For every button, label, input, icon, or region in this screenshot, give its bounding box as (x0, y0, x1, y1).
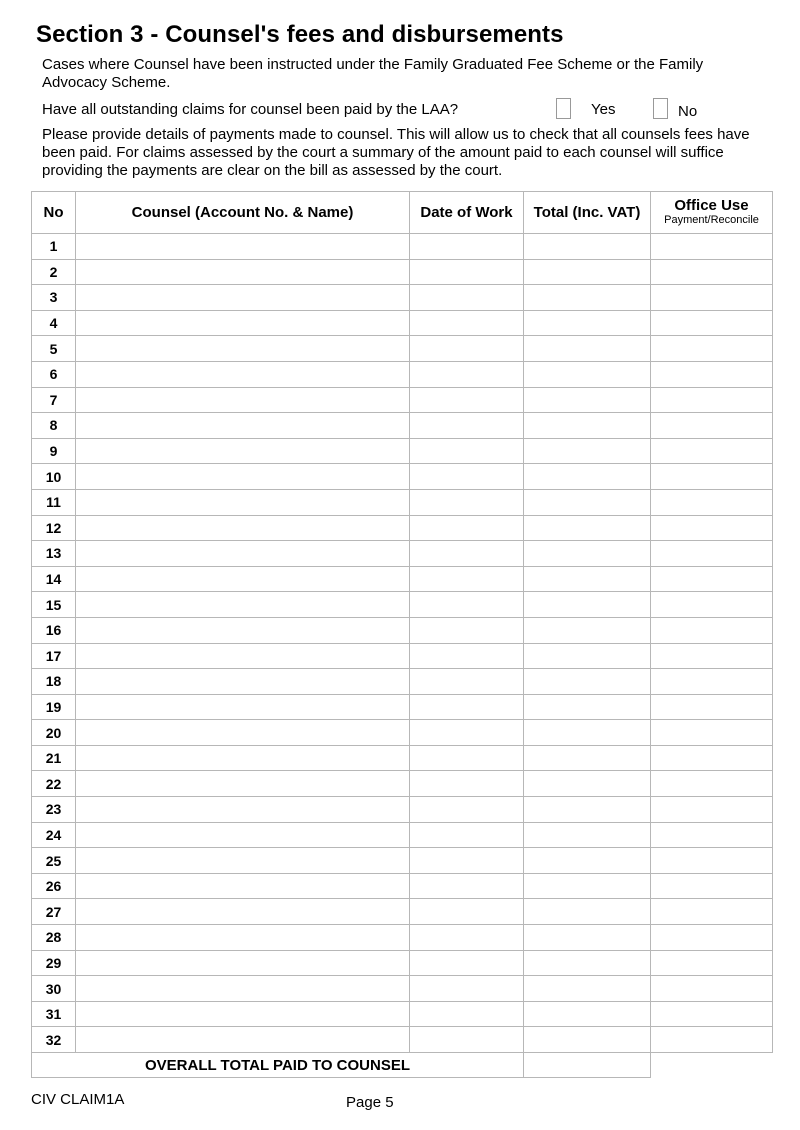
counsel-field[interactable] (76, 438, 410, 464)
total-field[interactable] (524, 489, 651, 515)
table-row (32, 259, 773, 285)
total-field[interactable] (524, 259, 651, 285)
table-row (32, 515, 773, 541)
row-number: 24 (32, 822, 76, 848)
office-use-field[interactable] (651, 873, 773, 899)
row-number: 27 (32, 899, 76, 925)
counsel-field[interactable] (76, 361, 410, 387)
date-of-work-field[interactable] (410, 797, 524, 823)
total-field[interactable] (524, 387, 651, 413)
counsel-field[interactable] (76, 234, 410, 260)
counsel-field[interactable] (76, 541, 410, 567)
row-number: 14 (32, 566, 76, 592)
table-row (32, 694, 773, 720)
date-of-work-field[interactable] (410, 259, 524, 285)
counsel-field[interactable] (76, 259, 410, 285)
total-field[interactable] (524, 541, 651, 567)
total-field[interactable] (524, 797, 651, 823)
office-use-field[interactable] (651, 899, 773, 925)
counsel-field[interactable] (76, 669, 410, 695)
table-row (32, 950, 773, 976)
date-of-work-field[interactable] (410, 234, 524, 260)
total-field[interactable] (524, 464, 651, 490)
counsel-field[interactable] (76, 515, 410, 541)
row-number: 4 (32, 310, 76, 336)
overall-total-label: OVERALL TOTAL PAID TO COUNSEL (32, 1053, 524, 1078)
table-row (32, 797, 773, 823)
counsel-field[interactable] (76, 1027, 410, 1053)
office-use-field[interactable] (651, 669, 773, 695)
date-of-work-field[interactable] (410, 566, 524, 592)
date-of-work-field[interactable] (410, 489, 524, 515)
counsel-field[interactable] (76, 336, 410, 362)
row-number: 18 (32, 669, 76, 695)
total-field[interactable] (524, 976, 651, 1002)
table-row (32, 848, 773, 874)
row-number: 1 (32, 234, 76, 260)
office-use-field[interactable] (651, 1001, 773, 1027)
date-of-work-field[interactable] (410, 592, 524, 618)
date-of-work-field[interactable] (410, 669, 524, 695)
counsel-field[interactable] (76, 873, 410, 899)
row-number: 11 (32, 489, 76, 515)
counsel-field[interactable] (76, 797, 410, 823)
counsel-field[interactable] (76, 720, 410, 746)
table-row (32, 285, 773, 311)
total-field[interactable] (524, 285, 651, 311)
counsel-field[interactable] (76, 464, 410, 490)
counsel-field[interactable] (76, 848, 410, 874)
table-header-row (32, 192, 773, 234)
no-label: No (678, 103, 698, 120)
office-use-field[interactable] (651, 771, 773, 797)
counsel-field[interactable] (76, 592, 410, 618)
intro-text: Cases where Counsel have been instructed under the Family Graduated Fee Scheme or the Family Advocacy Scheme. (42, 56, 704, 91)
total-field[interactable] (524, 413, 651, 439)
table-row (32, 413, 773, 439)
date-of-work-field[interactable] (410, 541, 524, 567)
counsel-payments-table (31, 191, 773, 1078)
total-field[interactable] (524, 950, 651, 976)
page-number: Page 5 (346, 1094, 394, 1111)
counsel-field[interactable] (76, 566, 410, 592)
yes-label: Yes (591, 101, 616, 118)
table-row (32, 873, 773, 899)
header-total: Total (Inc. VAT) (524, 192, 651, 234)
table-row (32, 617, 773, 643)
header-office-use (651, 192, 773, 234)
row-number: 3 (32, 285, 76, 311)
row-number: 32 (32, 1027, 76, 1053)
date-of-work-field[interactable] (410, 848, 524, 874)
no-checkbox[interactable] (653, 98, 668, 119)
total-field[interactable] (524, 720, 651, 746)
form-code: CIV CLAIM1A (31, 1091, 125, 1108)
office-use-field[interactable] (651, 720, 773, 746)
total-field[interactable] (524, 848, 651, 874)
office-use-field[interactable] (651, 310, 773, 336)
counsel-field[interactable] (76, 950, 410, 976)
table-row (32, 489, 773, 515)
total-field[interactable] (524, 592, 651, 618)
office-use-field[interactable] (651, 822, 773, 848)
details-text: Please provide details of payments made to counsel. This will allow us to check that all counsels fees have been paid. For claims assessed by the court a summary of the amount paid to each counsel will suffice providing the payments are clear on the bill as assessed by the court. (42, 126, 750, 179)
row-number: 26 (32, 873, 76, 899)
counsel-field[interactable] (76, 976, 410, 1002)
counsel-field[interactable] (76, 413, 410, 439)
row-number: 12 (32, 515, 76, 541)
table-row (32, 464, 773, 490)
total-field[interactable] (524, 873, 651, 899)
date-of-work-field[interactable] (410, 720, 524, 746)
table-row (32, 361, 773, 387)
row-number: 20 (32, 720, 76, 746)
office-use-field[interactable] (651, 336, 773, 362)
date-of-work-field[interactable] (410, 950, 524, 976)
table-row (32, 336, 773, 362)
header-date-of-work: Date of Work (410, 192, 524, 234)
date-of-work-field[interactable] (410, 617, 524, 643)
counsel-field[interactable] (76, 1001, 410, 1027)
overall-total-row (32, 1053, 773, 1078)
date-of-work-field[interactable] (410, 438, 524, 464)
table-row (32, 925, 773, 951)
row-number: 8 (32, 413, 76, 439)
total-field[interactable] (524, 336, 651, 362)
date-of-work-field[interactable] (410, 336, 524, 362)
row-number: 2 (32, 259, 76, 285)
office-use-field[interactable] (651, 285, 773, 311)
table-row (32, 438, 773, 464)
office-use-field[interactable] (651, 617, 773, 643)
office-use-field[interactable] (651, 361, 773, 387)
row-number: 5 (32, 336, 76, 362)
table-row (32, 592, 773, 618)
date-of-work-field[interactable] (410, 771, 524, 797)
date-of-work-field[interactable] (410, 873, 524, 899)
total-field[interactable] (524, 669, 651, 695)
yes-checkbox[interactable] (556, 98, 571, 119)
office-use-field[interactable] (651, 1027, 773, 1053)
table-row (32, 566, 773, 592)
table-row (32, 1001, 773, 1027)
row-number: 22 (32, 771, 76, 797)
row-number: 9 (32, 438, 76, 464)
counsel-field[interactable] (76, 387, 410, 413)
date-of-work-field[interactable] (410, 643, 524, 669)
date-of-work-field[interactable] (410, 285, 524, 311)
date-of-work-field[interactable] (410, 976, 524, 1002)
overall-total-blank (651, 1053, 773, 1078)
table-row (32, 720, 773, 746)
row-number: 13 (32, 541, 76, 567)
date-of-work-field[interactable] (410, 822, 524, 848)
counsel-field[interactable] (76, 899, 410, 925)
section-title: Section 3 - Counsel's fees and disbursements (36, 21, 564, 48)
office-use-field[interactable] (651, 643, 773, 669)
counsel-field[interactable] (76, 771, 410, 797)
office-use-field[interactable] (651, 387, 773, 413)
date-of-work-field[interactable] (410, 310, 524, 336)
counsel-field[interactable] (76, 310, 410, 336)
counsel-field[interactable] (76, 694, 410, 720)
total-field[interactable] (524, 771, 651, 797)
date-of-work-field[interactable] (410, 464, 524, 490)
row-number: 21 (32, 745, 76, 771)
date-of-work-field[interactable] (410, 387, 524, 413)
row-number: 15 (32, 592, 76, 618)
total-field[interactable] (524, 1001, 651, 1027)
table-row (32, 822, 773, 848)
total-field[interactable] (524, 310, 651, 336)
date-of-work-field[interactable] (410, 515, 524, 541)
total-field[interactable] (524, 515, 651, 541)
date-of-work-field[interactable] (410, 925, 524, 951)
office-use-field[interactable] (651, 950, 773, 976)
table-row (32, 643, 773, 669)
header-office-use-label: Office Use (674, 196, 749, 214)
date-of-work-field[interactable] (410, 413, 524, 439)
date-of-work-field[interactable] (410, 1027, 524, 1053)
header-no: No (32, 192, 76, 234)
office-use-field[interactable] (651, 592, 773, 618)
total-field[interactable] (524, 234, 651, 260)
overall-total-field[interactable] (524, 1053, 651, 1078)
office-use-field[interactable] (651, 566, 773, 592)
office-use-field[interactable] (651, 797, 773, 823)
office-use-field[interactable] (651, 438, 773, 464)
table-row (32, 387, 773, 413)
counsel-field[interactable] (76, 643, 410, 669)
office-use-field[interactable] (651, 259, 773, 285)
date-of-work-field[interactable] (410, 745, 524, 771)
row-number: 25 (32, 848, 76, 874)
office-use-field[interactable] (651, 976, 773, 1002)
row-number: 23 (32, 797, 76, 823)
table-row (32, 976, 773, 1002)
row-number: 28 (32, 925, 76, 951)
counsel-paid-question: Have all outstanding claims for counsel been paid by the LAA? (42, 101, 459, 118)
counsel-field[interactable] (76, 745, 410, 771)
total-field[interactable] (524, 899, 651, 925)
date-of-work-field[interactable] (410, 694, 524, 720)
office-use-field[interactable] (651, 848, 773, 874)
counsel-field[interactable] (76, 925, 410, 951)
office-use-field[interactable] (651, 694, 773, 720)
row-number: 6 (32, 361, 76, 387)
row-number: 31 (32, 1001, 76, 1027)
table-row (32, 669, 773, 695)
counsel-field[interactable] (76, 822, 410, 848)
date-of-work-field[interactable] (410, 361, 524, 387)
total-field[interactable] (524, 745, 651, 771)
total-field[interactable] (524, 694, 651, 720)
date-of-work-field[interactable] (410, 1001, 524, 1027)
office-use-field[interactable] (651, 413, 773, 439)
counsel-field[interactable] (76, 285, 410, 311)
office-use-field[interactable] (651, 464, 773, 490)
table-row (32, 310, 773, 336)
table-row (32, 1027, 773, 1053)
row-number: 7 (32, 387, 76, 413)
counsel-field[interactable] (76, 489, 410, 515)
row-number: 29 (32, 950, 76, 976)
office-use-field[interactable] (651, 489, 773, 515)
date-of-work-field[interactable] (410, 899, 524, 925)
row-number: 19 (32, 694, 76, 720)
total-field[interactable] (524, 925, 651, 951)
row-number: 17 (32, 643, 76, 669)
table-row (32, 899, 773, 925)
table-row (32, 234, 773, 260)
total-field[interactable] (524, 438, 651, 464)
total-field[interactable] (524, 643, 651, 669)
office-use-field[interactable] (651, 541, 773, 567)
header-office-use-sub: Payment/Reconcile (664, 213, 759, 226)
total-field[interactable] (524, 1027, 651, 1053)
row-number: 10 (32, 464, 76, 490)
table-row (32, 771, 773, 797)
office-use-field[interactable] (651, 515, 773, 541)
total-field[interactable] (524, 361, 651, 387)
office-use-field[interactable] (651, 234, 773, 260)
header-counsel: Counsel (Account No. & Name) (76, 192, 410, 234)
table-row (32, 745, 773, 771)
table-row (32, 541, 773, 567)
row-number: 16 (32, 617, 76, 643)
office-use-field[interactable] (651, 745, 773, 771)
office-use-field[interactable] (651, 925, 773, 951)
total-field[interactable] (524, 822, 651, 848)
total-field[interactable] (524, 617, 651, 643)
row-number: 30 (32, 976, 76, 1002)
counsel-field[interactable] (76, 617, 410, 643)
total-field[interactable] (524, 566, 651, 592)
